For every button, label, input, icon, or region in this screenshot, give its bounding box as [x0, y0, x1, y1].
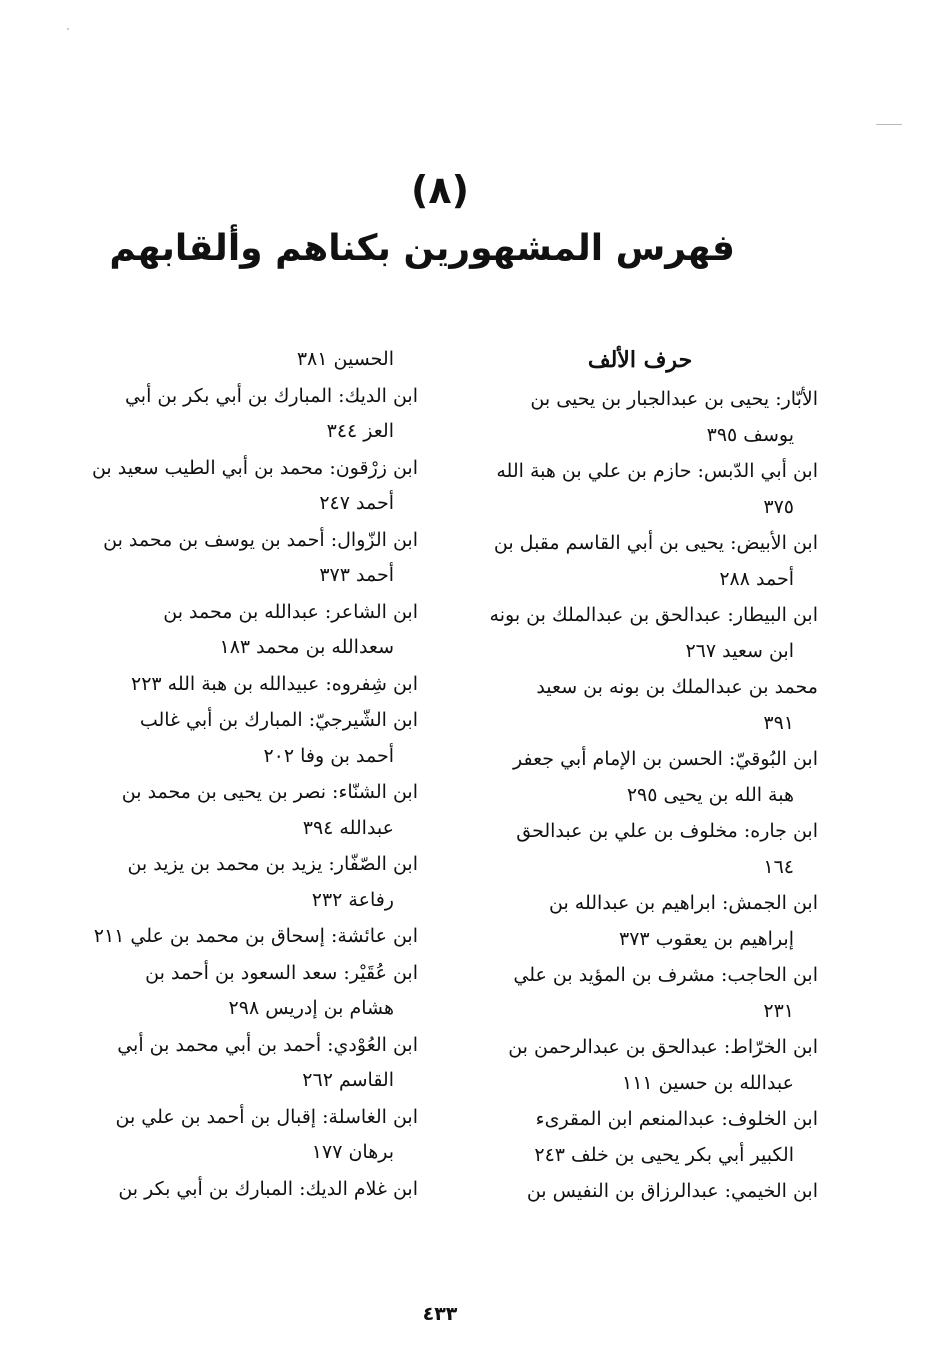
index-entry: [62, 1172, 418, 1208]
page-title: فهرس المشهورين بكناهم وألقابهم: [109, 228, 735, 269]
index-entry: [62, 1100, 418, 1171]
entry-line: ابن الشنّاء: نصر بن يحيى بن محمد بن: [121, 781, 418, 803]
index-entry: [62, 1028, 418, 1099]
entry-line: ابن الخيمي: عبدالرزاق بن النفيس بن: [526, 1180, 818, 1202]
entry-continuation: ٣٩١: [763, 711, 794, 734]
entry-continuation: العز ٣٤٤: [326, 420, 394, 442]
index-entry: [462, 670, 818, 741]
entry-line: ابن البيطار: عبدالحق بن عبدالملك بن بونه: [489, 604, 818, 626]
index-entry: [462, 1102, 818, 1173]
entry-line: الأبّار: يحيى بن عبدالجبار بن يحيى بن: [530, 388, 818, 410]
entry-line: ابن عُقَيْر: سعد السعود بن أحمد بن: [145, 961, 418, 984]
chapter-number: (٨): [411, 168, 469, 212]
scan-speck: [67, 28, 69, 30]
entry-line: ابن غلام الديك: المبارك بن أبي بكر بن: [118, 1177, 418, 1200]
index-entry: [62, 523, 418, 594]
left-column: [62, 342, 418, 1208]
entry-continuation: ١٦٤: [763, 855, 794, 878]
entry-line: ابن الغاسلة: إقبال بن أحمد بن علي بن: [115, 1105, 418, 1128]
entry-line: محمد بن عبدالملك بن بونه بن سعيد: [536, 676, 818, 698]
index-entry: [462, 886, 818, 957]
entry-continuation: أحمد ٢٤٧: [319, 492, 394, 514]
entry-continuation: ٣٧٥: [763, 495, 794, 518]
index-entry: [462, 742, 818, 813]
entry-line: ابن الزّوال: أحمد بن يوسف بن محمد بن: [103, 528, 418, 551]
entry-line: ابن الشاعر: عبدالله بن محمد بن: [163, 600, 418, 623]
index-entry: [462, 958, 818, 1029]
entry-line: ابن شِفروه: عبيدالله بن هبة الله ٢٢٣: [131, 672, 418, 695]
entry-continuation: إبراهيم بن يعقوب ٣٧٣: [619, 927, 794, 950]
entry-line: ابن جاره: مخلوف بن علي بن عبدالحق: [516, 820, 818, 842]
index-entry: [462, 598, 818, 669]
entry-continuation: القاسم ٢٦٢: [302, 1069, 394, 1091]
entry-line: ابن الجمش: ابراهيم بن عبدالله بن: [549, 892, 818, 914]
entry-line: ابن الحاجب: مشرف بن المؤيد بن علي: [513, 964, 818, 986]
index-entry: [62, 703, 418, 774]
index-entry: [62, 956, 418, 1027]
entry-continuation: عبدالله ٣٩٤: [302, 816, 394, 839]
entry-continuation: سعدالله بن محمد ١٨٣: [219, 636, 394, 658]
entry-continuation: ٢٣١: [763, 999, 794, 1022]
entry-continuation: هشام بن إدريس ٢٩٨: [228, 997, 394, 1019]
entry-continuation: رفاعة ٢٣٢: [311, 888, 394, 911]
index-entry: [462, 1174, 818, 1210]
entry-continuation: الحسين ٣٨١: [296, 348, 394, 370]
entry-line: ابن الخرّاط: عبدالحق بن عبدالرحمن بن: [508, 1036, 818, 1058]
index-entry: [62, 847, 418, 918]
index-entry: [462, 382, 818, 453]
entry-continuation: أحمد ٢٨٨: [719, 567, 794, 590]
index-entry: [62, 451, 418, 522]
index-entry: [62, 342, 418, 378]
entry-line: ابن الأبيض: يحيى بن أبي القاسم مقبل بن: [493, 532, 818, 554]
entry-continuation: برهان ١٧٧: [311, 1141, 394, 1163]
entry-continuation: أحمد ٣٧٣: [319, 564, 394, 586]
right-entries: [462, 382, 818, 1210]
entry-line: ابن البُوقيّ: الحسن بن الإمام أبي جعفر: [513, 748, 818, 770]
scan-mark: [876, 124, 902, 125]
entry-continuation: يوسف ٣٩٥: [706, 423, 794, 446]
entry-continuation: عبدالله بن حسين ١١١: [622, 1071, 794, 1094]
entry-line: ابن الشّيرجيّ: المبارك بن أبي غالب: [139, 709, 418, 731]
entry-continuation: ابن سعيد ٢٦٧: [685, 639, 794, 662]
index-entry: [462, 1030, 818, 1101]
entry-line: ابن أبي الدّبس: حازم بن علي بن هبة الله: [496, 460, 818, 482]
index-entry: [462, 454, 818, 525]
index-entry: [62, 667, 418, 703]
index-entry: [62, 595, 418, 666]
index-entry: [62, 919, 418, 955]
left-entries: [62, 342, 418, 1207]
index-entry: [462, 814, 818, 885]
entry-continuation: هبة الله بن يحيى ٢٩٥: [626, 783, 794, 806]
section-heading: حرف الألف: [587, 347, 693, 373]
index-entry: [62, 775, 418, 846]
entry-continuation: أحمد بن وفا ٢٠٢: [263, 744, 394, 767]
index-entry: [462, 526, 818, 597]
page-number: ٤٣٣: [422, 1303, 458, 1325]
right-column: [462, 340, 818, 1211]
entry-line: ابن الخلوف: عبدالمنعم ابن المقرىء: [535, 1108, 818, 1130]
entry-line: ابن العُوْدي: أحمد بن أبي محمد بن أبي: [117, 1033, 418, 1056]
entry-line: ابن زرْقون: محمد بن أبي الطيب سعيد بن: [91, 456, 418, 479]
entry-line: ابن عائشة: إسحاق بن محمد بن علي ٢١١: [93, 925, 418, 947]
entry-line: ابن الصّفّار: يزيد بن محمد بن يزيد بن: [127, 853, 418, 875]
entry-continuation: الكبير أبي بكر يحيى بن خلف ٢٤٣: [534, 1143, 794, 1166]
index-entry: [62, 379, 418, 450]
entry-line: ابن الديك: المبارك بن أبي بكر بن أبي: [124, 384, 418, 407]
